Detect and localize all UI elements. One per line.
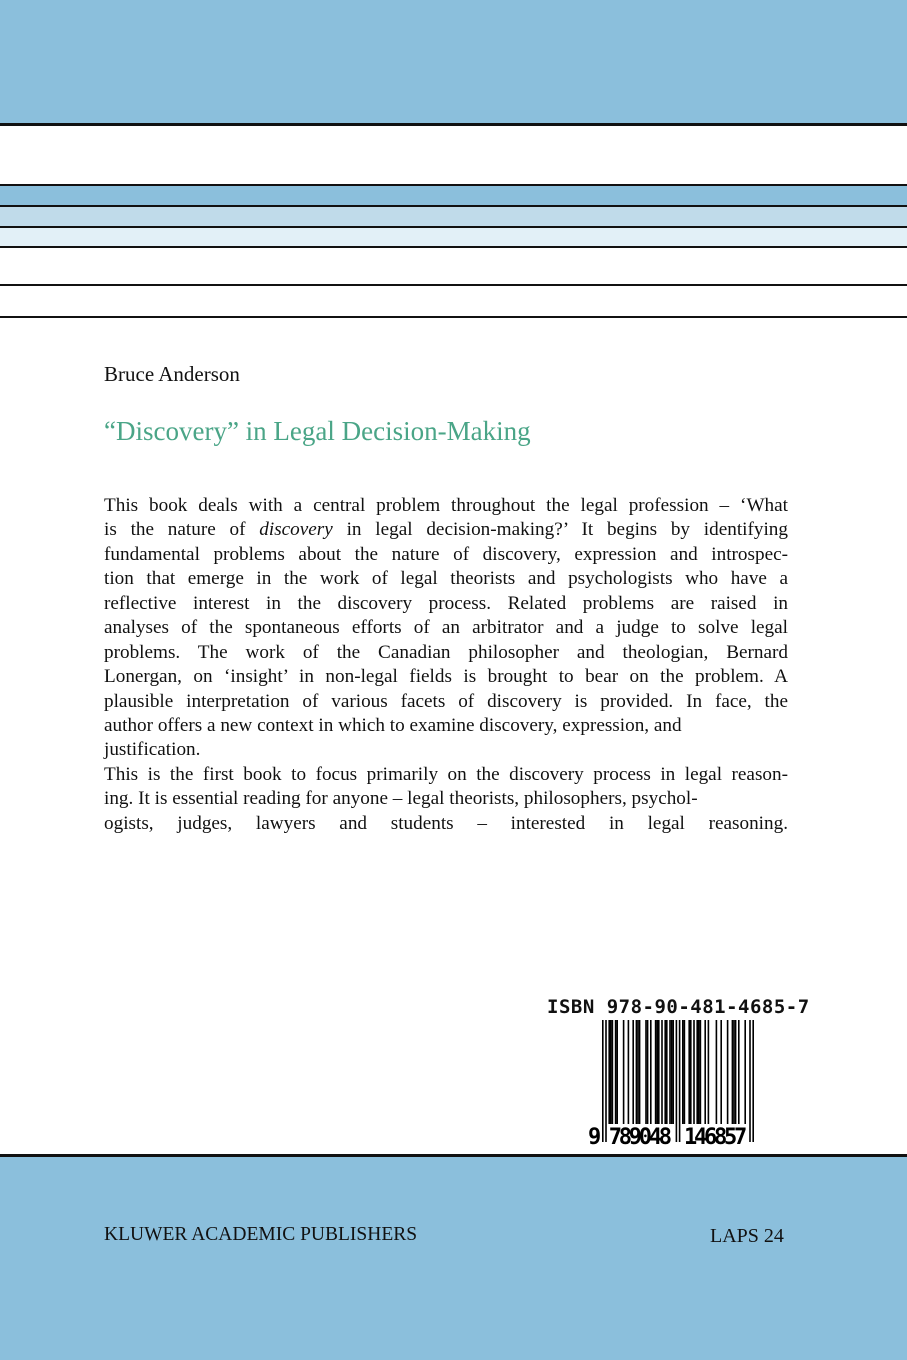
isbn-label: ISBN 978-90-481-4685-7	[547, 996, 810, 1018]
series-label: LAPS 24	[710, 1225, 784, 1247]
barcode-bar	[738, 1020, 740, 1124]
publisher: KLUWER ACADEMIC PUBLISHERS	[104, 1224, 418, 1245]
barcode-bar	[752, 1020, 754, 1142]
barcode-bar	[735, 1020, 737, 1124]
blurb-line: reflective interest in the discovery process. Related problems are raised in	[104, 592, 788, 614]
barcode-digits: 789048	[608, 1125, 672, 1150]
barcode-bar	[615, 1020, 617, 1124]
barcode	[588, 1020, 768, 1150]
barcode-bar	[605, 1020, 607, 1142]
book-title: “Discovery” in Legal Decision-Making	[104, 416, 531, 446]
stripe-dark	[0, 186, 907, 205]
blurb-line: This is the first book to focus primarily on the discovery process in legal reason-	[104, 763, 788, 785]
barcode-bar	[693, 1020, 695, 1124]
blurb-line: author offers a new context in which to examine discovery, expression, and	[104, 714, 682, 736]
barcode-bar	[612, 1020, 614, 1124]
barcode-bar	[632, 1020, 634, 1124]
barcode-bar	[623, 1020, 625, 1124]
blurb-line: justification.	[104, 739, 201, 761]
author: Bruce Anderson	[104, 362, 240, 386]
barcode-digits: 146857	[684, 1125, 748, 1150]
barcode-bar	[704, 1020, 706, 1124]
blurb-line: ing. It is essential reading for anyone – legal theorists, philosophers, psychol-	[104, 788, 698, 810]
blurb-segment: in legal decision-making?’ It begins by identifying	[332, 519, 788, 541]
barcode-bar	[669, 1020, 671, 1124]
blurb-line: This book deals with a central problem throughout the legal profession – ‘What	[104, 495, 788, 516]
barcode-bar	[708, 1020, 710, 1124]
blurb-line: tion that emerge in the work of legal theorists and psychologists who have a	[104, 568, 788, 590]
barcode-bar	[655, 1020, 657, 1124]
blurb-line	[104, 518, 788, 542]
barcode-bar	[682, 1020, 684, 1124]
blurb-line: analyses of the spontaneous efforts of an arbitrator and a judge to solve legal	[104, 617, 788, 639]
blurb-segment: is the nature of	[104, 519, 260, 541]
stripe-mid	[0, 207, 907, 226]
barcode-bar	[749, 1020, 751, 1142]
divider	[0, 316, 907, 318]
barcode-bar	[733, 1020, 735, 1124]
barcode-bar	[688, 1020, 690, 1124]
barcode-bar	[661, 1020, 663, 1124]
barcode-bar	[602, 1020, 604, 1142]
barcode-bar	[672, 1020, 674, 1124]
barcode-bar	[636, 1020, 638, 1124]
blurb-line: Lonergan, on ‘insight’ in non-legal fields is brought to bear on the problem. A	[104, 666, 788, 688]
barcode-bar	[637, 1020, 639, 1124]
barcode-bar	[610, 1020, 612, 1124]
barcode-bar	[696, 1020, 698, 1124]
blurb	[104, 494, 788, 836]
blurb-line: ogists, judges, lawyers and students – interested in legal reasoning.	[104, 812, 788, 834]
blurb-line: fundamental problems about the nature of discovery, expression and introspec-	[104, 543, 788, 565]
barcode-bar	[628, 1020, 630, 1124]
barcode-digits: 9	[588, 1125, 602, 1150]
barcode-bar	[656, 1020, 658, 1124]
barcode-bar	[727, 1020, 729, 1124]
divider	[0, 284, 907, 286]
barcode-bar	[647, 1020, 649, 1124]
barcode-bar	[645, 1020, 647, 1124]
barcode-bar	[616, 1020, 618, 1124]
barcode-bar	[676, 1020, 678, 1142]
barcode-bar	[664, 1020, 666, 1124]
barcode-bar	[658, 1020, 660, 1124]
barcode-bar	[716, 1020, 718, 1124]
barcode-bar	[650, 1020, 652, 1124]
barcode-bar	[608, 1020, 610, 1124]
blurb-segment: discovery	[259, 519, 333, 541]
divider	[0, 123, 907, 126]
barcode-bar	[666, 1020, 668, 1124]
barcode-bar	[684, 1020, 686, 1124]
barcode-bar	[732, 1020, 734, 1124]
blurb-line: plausible interpretation of various facets of discovery is provided. In face, the	[104, 690, 788, 712]
barcode-bar	[690, 1020, 692, 1124]
barcode-bar	[720, 1020, 722, 1124]
barcode-bar	[744, 1020, 746, 1124]
barcode-bar	[700, 1020, 702, 1124]
barcode-bar	[698, 1020, 700, 1124]
barcode-bar	[679, 1020, 681, 1142]
divider	[0, 246, 907, 248]
blurb-line: problems. The work of the Canadian philosopher and theologian, Bernard	[104, 641, 788, 663]
top-blue-band	[0, 0, 907, 124]
stripe-light	[0, 228, 907, 246]
barcode-bar	[639, 1020, 641, 1124]
barcode-bar	[671, 1020, 673, 1124]
bottom-blue-band	[0, 1157, 907, 1360]
